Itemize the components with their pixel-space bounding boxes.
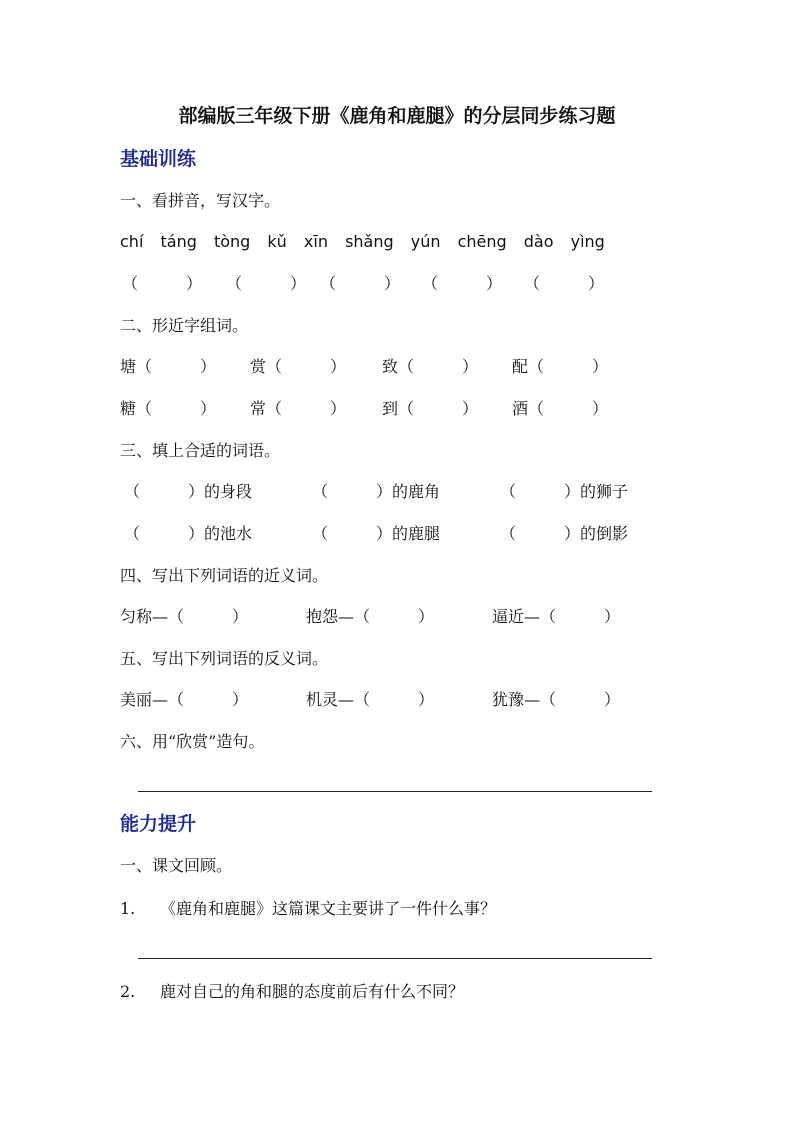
- word-blank[interactable]: 到（ ）: [382, 399, 479, 418]
- answer-line[interactable]: [138, 958, 652, 959]
- page-title: 部编版三年级下册《鹿角和鹿腿》的分层同步练习题: [178, 105, 616, 127]
- word-blank[interactable]: 赏（ ）: [250, 357, 347, 376]
- phrase-blank[interactable]: （ ）的倒影: [500, 524, 629, 543]
- pinyin-syllable: yìng: [570, 232, 605, 251]
- word-blank[interactable]: 糖（ ）: [120, 399, 217, 418]
- antonym-blank[interactable]: 机灵—（ ）: [306, 690, 435, 709]
- pinyin-syllable: chí: [120, 232, 144, 251]
- answer-blank[interactable]: （ ）: [422, 274, 503, 293]
- question-number: 2.: [120, 982, 136, 1001]
- question-text: 鹿对自己的角和腿的态度前后有什么不同？: [160, 982, 465, 1001]
- word-blank[interactable]: 常（ ）: [250, 399, 347, 418]
- pinyin-syllable: dào: [523, 232, 554, 251]
- phrase-blank[interactable]: （ ）的狮子: [500, 482, 629, 501]
- question-text: 《鹿角和鹿腿》这篇课文主要讲了一件什么事？: [160, 899, 497, 918]
- pinyin-syllable: xīn: [303, 232, 328, 251]
- q5-heading: 五、写出下列词语的反义词。: [120, 649, 329, 668]
- pinyin-syllable: shǎng: [345, 232, 394, 251]
- answer-blank[interactable]: （ ）: [122, 274, 203, 293]
- synonym-blank[interactable]: 逼近—（ ）: [492, 607, 621, 626]
- word-blank[interactable]: 致（ ）: [382, 357, 479, 376]
- q1-heading: 一、看拼音，写汉字。: [120, 191, 281, 210]
- pinyin-syllable: yún: [410, 232, 441, 251]
- word-blank[interactable]: 酒（ ）: [512, 399, 609, 418]
- antonym-blank[interactable]: 美丽—（ ）: [120, 690, 249, 709]
- review-heading: 一、课文回顾。: [120, 856, 233, 875]
- q6-heading: 六、用“欣赏”造句。: [120, 732, 265, 751]
- pinyin-syllable: táng: [160, 232, 197, 251]
- phrase-blank[interactable]: （ ）的鹿腿: [312, 524, 441, 543]
- phrase-blank[interactable]: （ ）的池水: [124, 524, 253, 543]
- pinyin-syllable: tòng: [213, 232, 251, 251]
- q2-heading: 二、形近字组词。: [120, 316, 249, 335]
- pinyin-syllable: chēng: [457, 232, 507, 251]
- synonym-blank[interactable]: 抱怨—（ ）: [306, 607, 435, 626]
- q3-heading: 三、填上合适的词语。: [120, 441, 281, 460]
- section-ability-improvement: 能力提升: [120, 813, 197, 835]
- phrase-blank[interactable]: （ ）的身段: [124, 482, 253, 501]
- word-blank[interactable]: 配（ ）: [512, 357, 609, 376]
- pinyin-syllable: kǔ: [267, 232, 287, 251]
- pinyin-row: [120, 232, 617, 252]
- answer-blank[interactable]: （ ）: [524, 274, 605, 293]
- question-number: 1.: [120, 899, 136, 918]
- answer-line[interactable]: [138, 791, 652, 792]
- word-blank[interactable]: 塘（ ）: [120, 357, 217, 376]
- synonym-blank[interactable]: 匀称—（ ）: [120, 607, 249, 626]
- q4-heading: 四、写出下列词语的近义词。: [120, 566, 329, 585]
- antonym-blank[interactable]: 犹豫—（ ）: [492, 690, 621, 709]
- answer-blank[interactable]: （ ）: [226, 274, 307, 293]
- phrase-blank[interactable]: （ ）的鹿角: [312, 482, 441, 501]
- answer-blank[interactable]: （ ）: [320, 274, 401, 293]
- section-basic-training: 基础训练: [120, 148, 197, 170]
